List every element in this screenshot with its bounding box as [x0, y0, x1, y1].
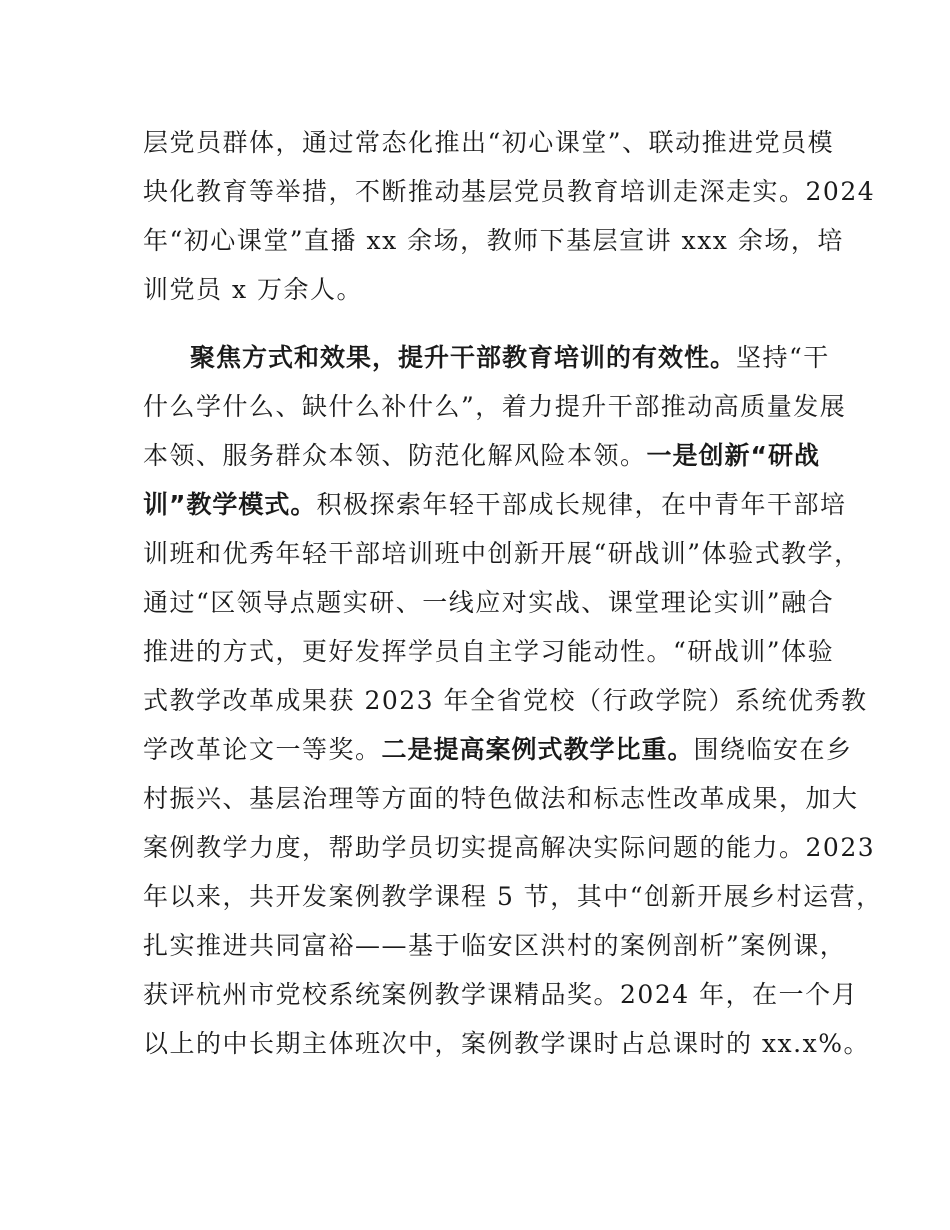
text-line: 式教学改革成果获 2023 年全省党校（行政学院）系统优秀教 — [143, 686, 868, 715]
text-line: 村振兴、基层治理等方面的特色做法和标志性改革成果，加大 — [143, 784, 859, 813]
bold-heading: 二是提高案例式教学比重。 — [381, 735, 694, 764]
text-line: 年以来，共开发案例教学课程 5 节，其中“创新开展乡村运营， — [143, 882, 883, 911]
text-line — [143, 441, 820, 471]
text-line: 扎实推进共同富裕——基于临安区洪村的案例剖析”案例课， — [143, 931, 847, 960]
text-line: 以上的中长期主体班次中，案例教学课时占总课时的 xx.x%。 — [143, 1029, 870, 1058]
text-span: 本领、服务群众本领、防范化解风险本领。 — [143, 441, 647, 470]
text-span: 学改革论文一等奖。 — [143, 735, 382, 764]
bold-heading: 聚焦方式和效果，提升干部教育培训的有效性。 — [190, 343, 737, 372]
bold-heading: 一是创新“研战 — [646, 441, 820, 470]
text-line: 案例教学力度，帮助学员切实提高解决实际问题的能力。2023 — [143, 833, 876, 862]
text-line: 推进的方式，更好发挥学员自主学习能动性。“研战训”体验 — [143, 637, 835, 666]
text-span: 围绕临安在乡 — [693, 735, 853, 764]
paragraph-heading-line — [190, 343, 830, 373]
text-line: 层党员群体，通过常态化推出“初心课堂”、联动推进党员模 — [143, 128, 835, 157]
text-line: 获评杭州市党校系统案例教学课精品奖。2024 年，在一个月 — [143, 980, 859, 1009]
text-line: 训班和优秀年轻干部培训班中创新开展“研战训”体验式教学， — [143, 539, 861, 568]
text-line: 年“初心课堂”直播 xx 余场，教师下基层宣讲 xxx 余场，培 — [143, 226, 844, 255]
text-line: 块化教育等举措，不断推动基层党员教育培训走深走实。2024 — [143, 177, 876, 206]
text-line: 什么学什么、缺什么补什么”，着力提升干部推动高质量发展 — [143, 392, 847, 421]
text-line: 训党员 x 万余人。 — [143, 275, 363, 304]
text-line: 通过“区领导点题实研、一线应对实战、课堂理论实训”融合 — [143, 588, 835, 617]
text-span: 坚持“干 — [736, 343, 830, 372]
bold-heading: 训”教学模式。 — [143, 490, 317, 519]
text-line — [143, 490, 846, 520]
text-line — [143, 735, 853, 765]
text-span: 积极探索年轻干部成长规律，在中青年干部培 — [316, 490, 847, 519]
